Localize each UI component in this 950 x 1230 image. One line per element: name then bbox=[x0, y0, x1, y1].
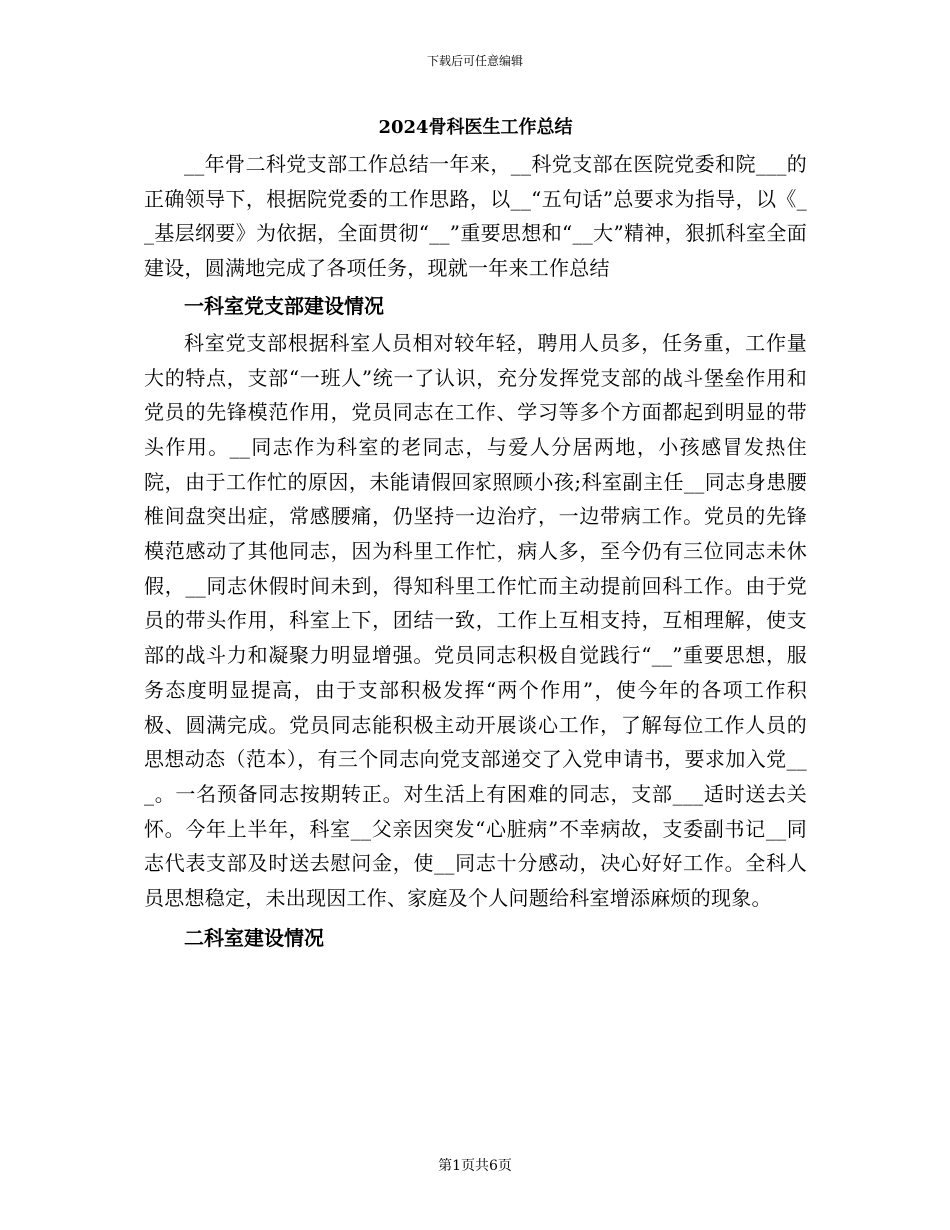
page-footer-number: 第1页共6页 bbox=[438, 1158, 512, 1174]
section-heading-department: 二科室建设情况 bbox=[184, 925, 324, 950]
document-title: 2024骨科医生工作总结 bbox=[378, 117, 573, 138]
section-paragraph-party-branch: 科室党支部根据科室人员相对较年轻，聘用人员多，任务重，工作量大的特点，支部“一班人”统一了认识，充分发挥党支部的战斗堡垒作用和党员的先锋模范作用，党员同志在工作、学习等多个方面都起到明显的带头作用。__同志作为科室的老同志，与爱人分居两地，小孩感冒发热住院，由于工作忙的原因，未能请假回家照顾小孩;科室副主任__同志身患腰椎间盘突出症，常感腰痛，仍坚持一边治疗，一边带病工作。党员的先锋模范感动了其他同志，因为科里工作忙，病人多，至今仍有三位同志未休假，__同志休假时间未到，得知科里工作忙而主动提前回科工作。由于党员的带头作用，科室上下，团结一致，工作上互相支持，互相理解，使支部的战斗力和凝聚力明显增强。党员同志积极自觉践行“__”重要思想，服务态度明显提高，由于支部积极发挥“两个作用”，使今年的各项工作积极、圆满完成。党员同志能积极主动开展谈心工作，了解每位工作人员的思想动态（范本），有三个同志向党支部递交了入党申请书，要求加入党___。一名预备同志按期转正。对生活上有困难的同志，支部___适时送去关怀。今年上半年，科室__父亲因突发“心脏病”不幸病故，支委副书记__同志代表支部及时送去慰问金，使__同志十分感动，决心好好工作。全科人员思想稳定，未出现因工作、家庭及个人问题给科室增添麻烦的现象。 bbox=[144, 330, 807, 911]
document-body bbox=[144, 110, 807, 958]
intro-paragraph: __年骨二科党支部工作总结一年来，__科党支部在医院党委和院___的正确领导下，根据院党委的工作思路，以__“五句话”总要求为指导，以《__基层纲要》为依据，全面贯彻“__”重要思想和“__大”精神，狠抓科室全面建设，圆满地完成了各项任务，现就一年来工作总结 bbox=[144, 152, 807, 281]
page-header-note: 下载后可任意编辑 bbox=[426, 54, 523, 68]
section-heading-party-branch: 一科室党支部建设情况 bbox=[184, 293, 384, 318]
